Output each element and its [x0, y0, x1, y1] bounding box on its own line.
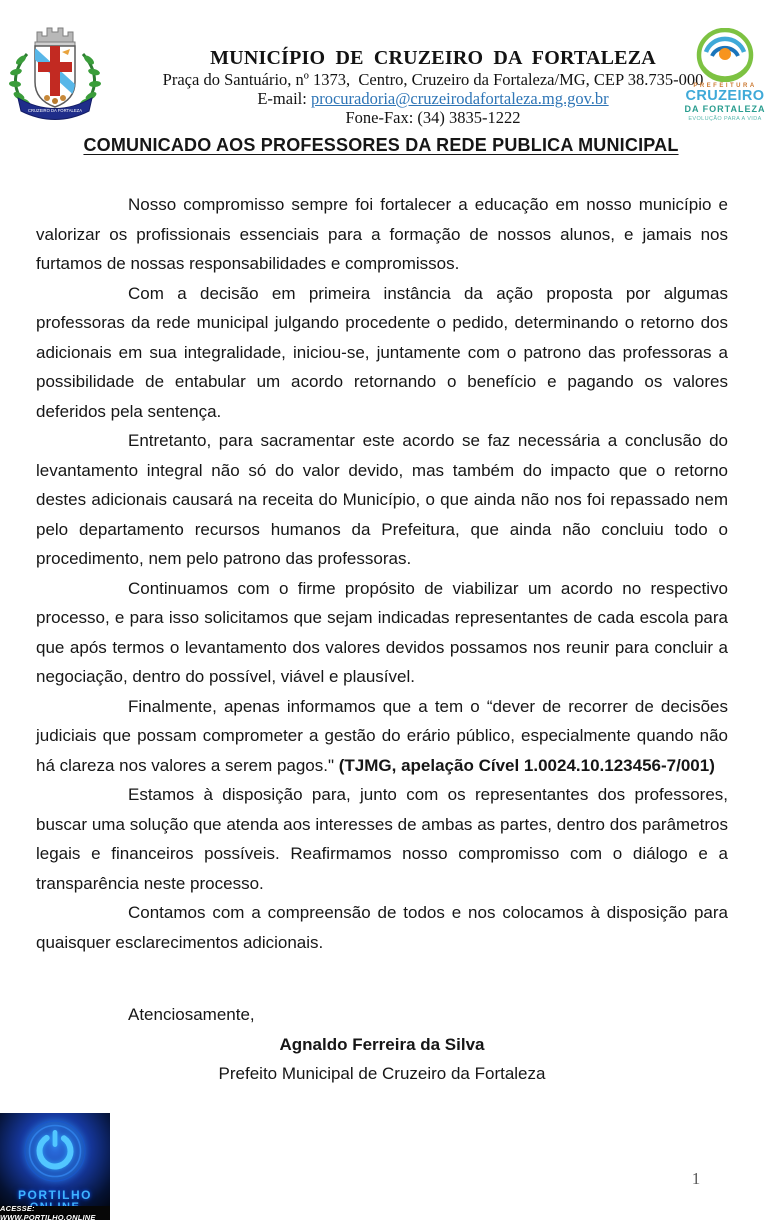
power-button-icon [22, 1118, 88, 1184]
body-paragraph [36, 426, 728, 574]
signer-role: Prefeito Municipal de Cruzeiro da Fortaleza [218, 1064, 546, 1083]
body-paragraph [36, 780, 728, 898]
coat-banner-text: CRUZEIRO DA FORTALEZA [27, 108, 83, 113]
org-phone: Fone-Fax: (34) 3835-1222 [345, 108, 521, 127]
paragraph-run: Continuamos com o firme propósito de viabilizar um acordo no respectivo processo, e para isso solicitamos que sejam indicadas representantes de cada escola para que após termos o levantamento dos valores devidos possamos nos reunir para concluir a negociação, dentro do possível, viável e plausível. [36, 578, 728, 686]
body-paragraph [36, 692, 728, 781]
paragraph-bold-run: (TJMG, apelação Cível 1.0024.10.123456-7/001) [338, 755, 715, 775]
page-number: 1 [691, 1169, 701, 1188]
mural-crown [35, 28, 75, 46]
prefecture-word: PREFEITURA [693, 83, 757, 89]
portilho-watermark [0, 1113, 110, 1220]
prefecture-logo-icon [694, 28, 756, 82]
prefecture-city2: DA FORTALEZA [684, 104, 766, 114]
watermark-title: PORTILHO [18, 1188, 92, 1202]
paragraph-run: Nosso compromisso sempre foi fortalecer a educação em nosso município e valorizar os profissionais essenciais para a formação de nossos alunos, e jamais nos furtamos de nossas responsabilidades e compromissos. [36, 195, 728, 273]
prefecture-slogan: EVOLUÇÃO PARA A VIDA [688, 116, 762, 122]
closing-salutation: Atenciosamente, [128, 1005, 255, 1024]
body-paragraph [36, 574, 728, 692]
body-paragraph [36, 279, 728, 427]
watermark-url-strip: ACESSE: WWW.PORTILHO.ONLINE [0, 1206, 110, 1220]
paragraph-run: Estamos à disposição para, junto com os representantes dos professores, buscar uma solução que atenda aos interesses de ambas as partes, dentro dos parâmetros legais e financeiros possíveis. Reafirmamos nosso compromisso com o diálogo e a transparência neste processo. [36, 785, 728, 893]
paragraph-run: Finalmente, apenas informamos que a tem o “dever de recorrer de decisões judiciais que possam comprometer a gestão do erário público, especialmente quando não há clareza nos valores a serem pagos." [36, 696, 728, 775]
body-paragraphs [36, 190, 728, 1089]
document-title: COMUNICADO AOS PROFESSORES DA REDE PUBLICA MUNICIPAL [83, 135, 679, 155]
org-address: Praça do Santuário, nº 1373, Centro, Cruzeiro da Fortaleza/MG, CEP 38.735-000 [162, 70, 704, 89]
body-paragraph [36, 898, 728, 957]
prefecture-logo [684, 28, 766, 123]
org-email-line [100, 89, 766, 108]
org-name: MUNICÍPIO DE CRUZEIRO DA FORTALEZA [210, 47, 656, 69]
body-paragraph [36, 190, 728, 279]
paragraph-run: Com a decisão em primeira instância da ação proposta por algumas professoras da rede municipal julgando procedente o pedido, determinando o retorno dos adicionais em sua integralidade, iniciou-se, juntamente com o patrono das professoras a possibilidade de entabular um acordo retornando o benefício e pagando os valores deferidos pela sentença. [36, 283, 728, 421]
letterhead [100, 46, 766, 127]
coat-of-arms-logo [4, 22, 106, 132]
paragraph-run: Contamos com a compreensão de todos e nos colocamos à disposição para quaisquer esclarecimentos adicionais. [36, 903, 728, 952]
email-link[interactable]: procuradoria@cruzeirodafortaleza.mg.gov.br [310, 89, 609, 108]
prefecture-city: CRUZEIRO [685, 88, 765, 104]
signer-name: Agnaldo Ferreira da Silva [279, 1034, 485, 1054]
email-label: E-mail: [257, 89, 311, 108]
paragraph-run: Entretanto, para sacramentar este acordo se faz necessária a conclusão do levantamento integral não só do valor devido, mas também do impacto que o retorno destes adicionais causará na receita do Município, o que ainda não nos foi repassado nem pelo departamento recursos humanos da Prefeitura, que ainda não concluiu todo o procedimento, nem pelo patrono das professoras. [36, 431, 728, 568]
